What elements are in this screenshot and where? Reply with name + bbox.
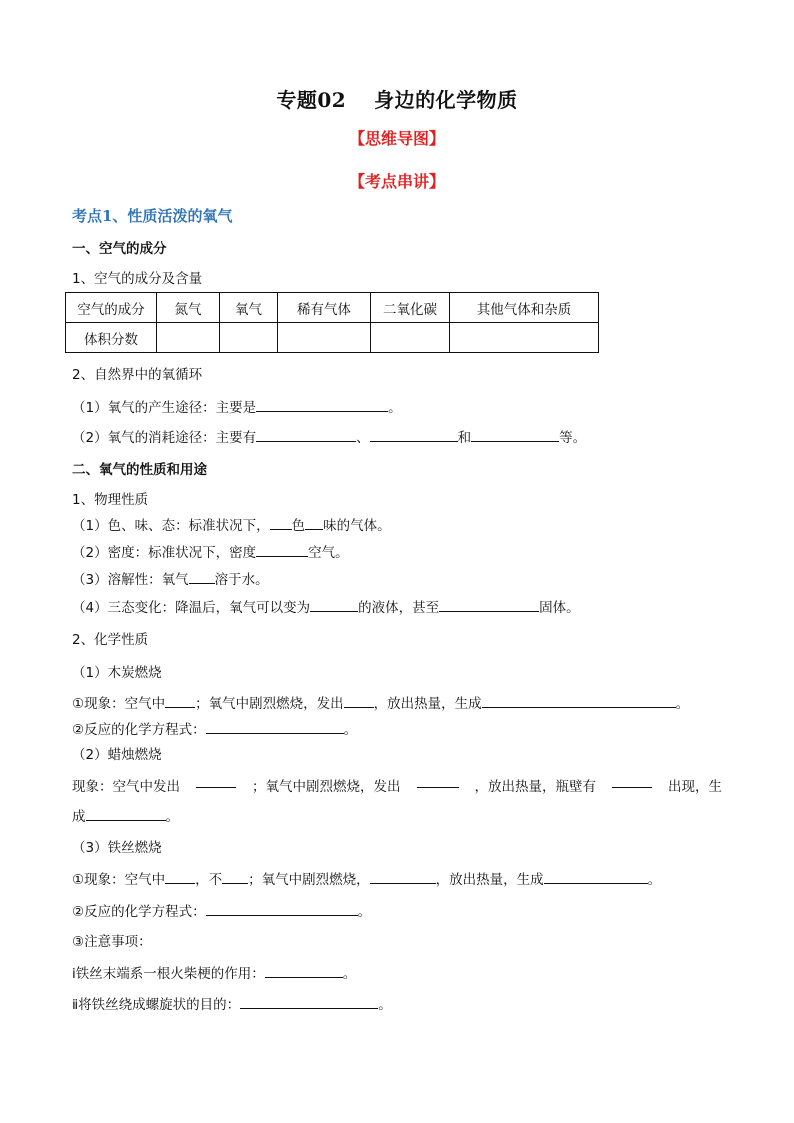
iron-heading: （3）铁丝燃烧 xyxy=(72,840,162,856)
text: 味的气体。 xyxy=(323,518,391,534)
kaodian-1-heading: 考点1、性质活泼的氧气 xyxy=(72,207,233,225)
table-header-cell: 氧气 xyxy=(220,293,278,323)
title-text: 身边的化学物质 xyxy=(374,88,518,112)
candle-heading: （2）蜡烛燃烧 xyxy=(72,747,162,763)
iron-notes-heading: ③注意事项： xyxy=(72,934,152,950)
text: ，不 xyxy=(195,872,223,888)
fill-blank xyxy=(256,429,356,442)
candle-phenomenon-line xyxy=(72,775,722,795)
fill-blank xyxy=(544,871,648,884)
table-cell xyxy=(371,323,450,353)
fill-blank xyxy=(344,695,374,708)
table-header-cell: 其他气体和杂质 xyxy=(450,293,599,323)
text: 。 xyxy=(343,722,358,738)
fill-blank xyxy=(86,808,166,821)
text: ②反应的化学方程式： xyxy=(72,904,206,920)
text: 的液体，甚至 xyxy=(358,600,440,616)
text: ；氧气中剧烈燃烧，发出 xyxy=(252,779,401,795)
text: ，放出热量，生成 xyxy=(373,696,482,712)
fill-blank xyxy=(305,517,323,530)
fill-blank xyxy=(265,965,343,978)
text: 溶于水。 xyxy=(214,572,269,588)
text: 。 xyxy=(647,872,662,888)
table-header-cell: 二氧化碳 xyxy=(371,293,450,323)
text: （2）密度：标准状况下，密度 xyxy=(72,545,257,561)
text: （1）氧气的产生途径：主要是 xyxy=(72,400,257,416)
points-heading: 【考点串讲】 xyxy=(348,172,445,191)
subsection-1-2: 2、自然界中的氧循环 xyxy=(72,367,203,383)
iron-note-2 xyxy=(72,993,392,1013)
text: 。 xyxy=(165,809,179,825)
table-cell xyxy=(220,323,278,353)
iron-note-1 xyxy=(72,962,356,982)
text: 等。 xyxy=(559,430,587,446)
physical-solubility-line xyxy=(72,568,269,588)
text: ①现象：空气中 xyxy=(72,696,166,712)
fill-blank xyxy=(206,903,358,916)
text: 。 xyxy=(388,400,402,416)
charcoal-phenomenon-line xyxy=(72,692,689,712)
text: （3）溶解性：氧气 xyxy=(72,572,189,588)
text: 和 xyxy=(457,430,472,446)
subsection-2-1: 1、物理性质 xyxy=(72,492,149,508)
charcoal-heading: （1）木炭燃烧 xyxy=(72,665,162,681)
fill-blank xyxy=(256,399,388,412)
table-header-cell: 氮气 xyxy=(157,293,220,323)
section-2-heading: 二、氧气的性质和用途 xyxy=(72,462,207,478)
subsection-1-1: 1、空气的成分及含量 xyxy=(72,271,203,287)
fill-blank xyxy=(165,695,195,708)
fill-blank xyxy=(310,599,358,612)
text: （4）三态变化：降温后，氧气可以变为 xyxy=(72,600,311,616)
text: ①现象：空气中 xyxy=(72,872,166,888)
table-header-cell: 稀有气体 xyxy=(278,293,371,323)
text: 。 xyxy=(342,966,357,982)
text: 固体。 xyxy=(539,600,580,616)
text: ⅱ将铁丝绕成螺旋状的目的： xyxy=(72,997,241,1013)
title-number: 专题02 xyxy=(276,88,347,112)
text: 成 xyxy=(72,809,86,825)
fill-blank xyxy=(222,871,248,884)
fill-blank xyxy=(471,429,559,442)
table-cell xyxy=(157,323,220,353)
fill-blank xyxy=(439,599,539,612)
text: 出现，生 xyxy=(668,779,722,795)
text: 。 xyxy=(378,997,392,1013)
text: ；氧气中剧烈燃烧，发出 xyxy=(195,696,344,712)
mindmap-heading: 【思维导图】 xyxy=(348,129,445,148)
text: ，放出热量，瓶壁有 xyxy=(474,779,596,795)
table-cell xyxy=(450,323,599,353)
physical-density-line xyxy=(72,541,349,561)
fill-blank xyxy=(196,775,236,788)
candle-phenomenon-continued xyxy=(72,805,179,825)
text: 。 xyxy=(675,696,690,712)
fill-blank xyxy=(189,571,215,584)
fill-blank xyxy=(612,775,652,788)
text: ⅰ铁丝末端系一根火柴梗的作用： xyxy=(72,966,265,982)
text: 、 xyxy=(356,430,370,446)
fill-blank xyxy=(370,429,458,442)
physical-color-line xyxy=(72,514,391,534)
text: 色 xyxy=(291,518,306,534)
fill-blank xyxy=(370,871,436,884)
fill-blank xyxy=(270,517,292,530)
iron-phenomenon-line xyxy=(72,868,661,888)
text: （1）色、味、态：标准状况下， xyxy=(72,518,270,534)
table-row xyxy=(66,293,599,323)
text: （2）氧气的消耗途径：主要有 xyxy=(72,430,257,446)
text: 空气。 xyxy=(308,545,349,561)
oxygen-production-line xyxy=(72,396,402,416)
text: ②反应的化学方程式： xyxy=(72,722,206,738)
text: 。 xyxy=(357,904,372,920)
table-header-cell: 空气的成分 xyxy=(66,293,157,323)
section-1-heading: 一、空气的成分 xyxy=(72,241,167,257)
fill-blank xyxy=(240,996,378,1009)
subsection-2-2: 2、化学性质 xyxy=(72,632,149,648)
fill-blank xyxy=(256,544,308,557)
text: 现象：空气中发出 xyxy=(72,779,180,795)
iron-equation-line xyxy=(72,900,371,920)
fill-blank xyxy=(165,871,195,884)
text: ；氧气中剧烈燃烧， xyxy=(248,872,370,888)
text: ，放出热量，生成 xyxy=(435,872,544,888)
fill-blank xyxy=(206,721,344,734)
physical-state-line xyxy=(72,596,580,616)
table-cell xyxy=(278,323,371,353)
charcoal-equation-line xyxy=(72,718,357,738)
oxygen-consumption-line xyxy=(72,426,586,446)
page-title xyxy=(0,84,794,113)
table-row xyxy=(66,323,599,353)
air-composition-table xyxy=(65,292,599,353)
fill-blank xyxy=(482,695,676,708)
fill-blank xyxy=(417,775,459,788)
table-row-label: 体积分数 xyxy=(66,323,157,353)
